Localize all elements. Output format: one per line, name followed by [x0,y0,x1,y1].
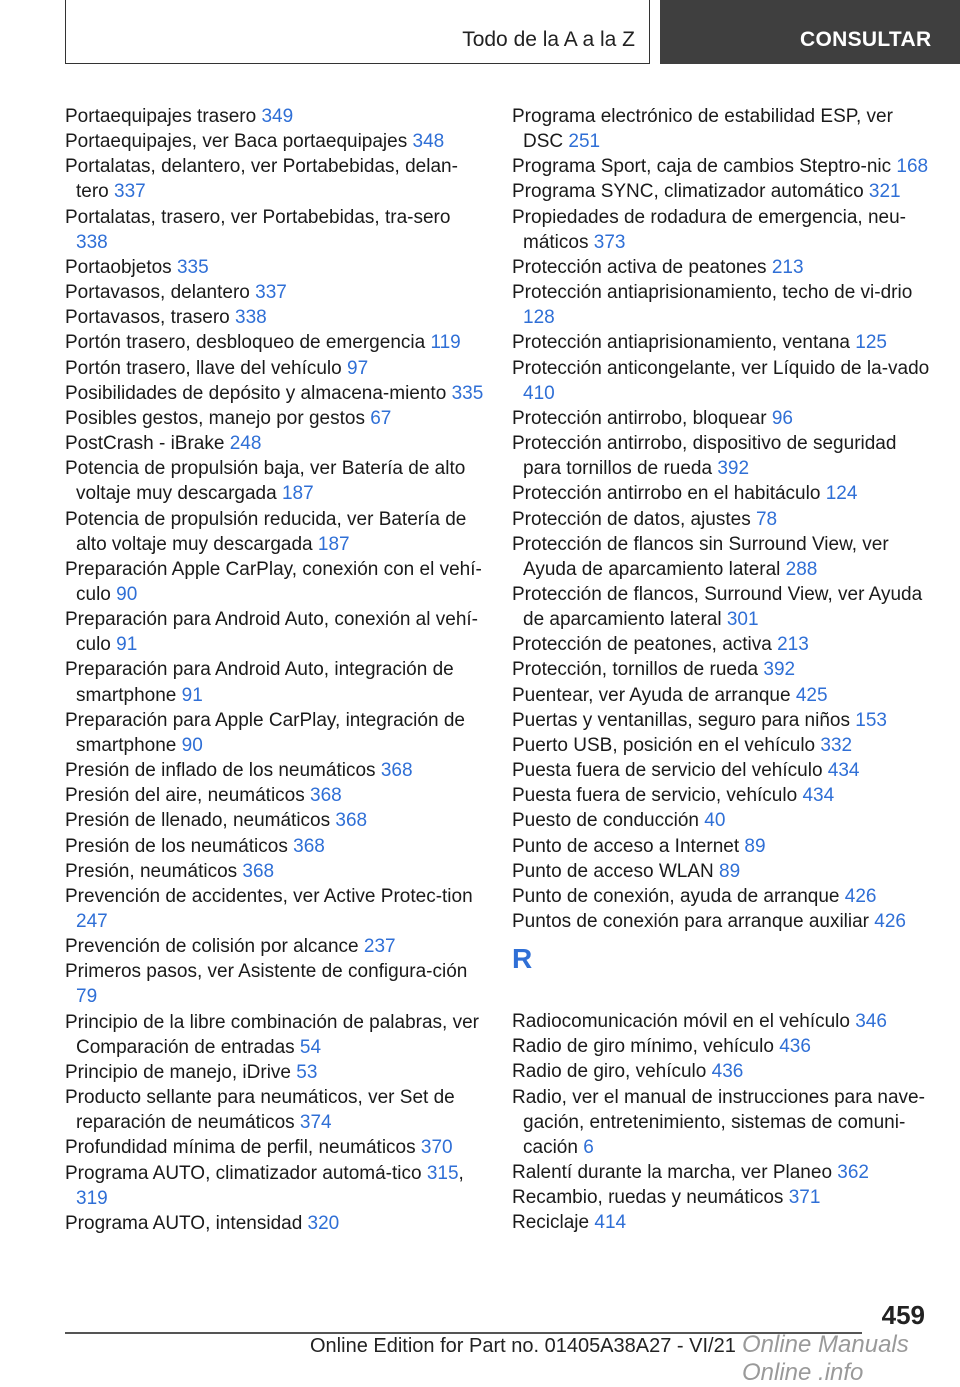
page-link[interactable]: 321 [868,181,901,203]
index-entry-text: Puertas y ventanillas, seguro para niños [512,709,856,731]
index-entry-text: Protección de peatones, activa [512,634,778,656]
page-link[interactable]: 248 [229,433,262,455]
page-link[interactable]: 368 [242,860,275,882]
page-link[interactable]: 425 [795,684,828,706]
index-entry [65,1211,485,1236]
page-link[interactable]: 370 [420,1137,453,1159]
page-link[interactable]: 90 [116,583,138,605]
page-link[interactable]: 91 [181,684,203,706]
index-entry [512,657,932,682]
index-entry [65,1085,485,1135]
index-entry [512,708,932,733]
page-link[interactable]: 414 [594,1212,627,1234]
index-entry-text: Presión del aire, neumáticos [65,785,311,807]
page-link[interactable]: 91 [116,634,138,656]
index-entry-text: Ralentí durante la marcha, ver Planeo [512,1162,838,1184]
page-link[interactable]: 338 [235,307,267,329]
index-entry-text: Protección antiaprisionamiento, ventana [512,332,856,354]
index-entry-text: Radio, ver el manual de instrucciones para nave-gación, entretenimiento, sistemas de comuni-cación [512,1086,925,1158]
index-entry [65,507,485,557]
section-label: Todo de la A a la Z [462,28,635,51]
page-link[interactable]: 348 [412,131,445,153]
page-link[interactable]: 128 [523,307,555,329]
index-entry-text: Protección antirrobo, dispositivo de seguridad para tornillos de rueda [512,433,897,480]
page-link[interactable]: 124 [825,483,858,505]
index-entry-text: Principio de manejo, iDrive [65,1061,297,1083]
page-link[interactable]: 335 [176,256,209,278]
index-entry [512,104,932,154]
index-entry-text: Prevención de accidentes, ver Active Protec-tion [65,885,473,907]
page-link[interactable]: 373 [593,231,626,253]
index-entry-text: Profundidad mínima de perfil, neumáticos [65,1137,421,1159]
page-link[interactable]: 332 [820,734,853,756]
index-entry [512,909,932,934]
page-link[interactable]: 338 [76,231,108,253]
index-entry [512,758,932,783]
index-entry [65,959,485,1009]
page-link[interactable]: 368 [380,760,413,782]
page-link[interactable]: 346 [855,1011,887,1033]
index-entry [65,1010,485,1060]
index-entry [65,834,485,859]
index-entry-text: Protección de datos, ajustes [512,508,756,530]
page-link[interactable]: 187 [281,483,314,505]
index-entry [512,1085,932,1160]
index-entry [512,884,932,909]
index-entry-text: Punto de conexión, ayuda de arranque [512,885,845,907]
index-entry [65,1060,485,1085]
index-entry [65,783,485,808]
index-entry [65,330,485,355]
index-entry-text: Programa electrónico de estabilidad ESP, ver DSC [512,106,893,153]
index-entry-text: Puntos de conexión para arranque auxiliar [512,911,875,932]
index-entry-text: Portavasos, trasero [65,307,236,329]
page-link[interactable]: 434 [827,760,860,782]
index-entry [512,1059,932,1084]
index-entry [65,859,485,884]
index-entry-text: Prevención de colisión por alcance [65,936,364,958]
index-entry [512,632,932,657]
page-link[interactable]: 168 [896,156,929,178]
index-entry [65,129,485,154]
index-entry-text: Presión de llenado, neumáticos [65,810,336,832]
page-link[interactable]: 247 [76,911,108,932]
index-entry-text: Programa SYNC, climatizador automático [512,181,869,203]
index-entry-text: Puesta fuera de servicio del vehículo [512,760,828,782]
index-entry-text: Presión, neumáticos [65,860,243,882]
index-entry-text: Portavasos, delantero [65,282,256,304]
page-link[interactable]: 119 [430,332,461,354]
index-entry-text: Reciclaje [512,1212,595,1234]
page-link[interactable]: 368 [293,835,325,857]
header-section-tab[interactable] [65,0,650,64]
index-entry-text: Protección, tornillos de rueda [512,659,764,681]
index-entry-text: Preparación para Apple CarPlay, integración de smartphone [65,709,465,756]
header-chapter-tab[interactable] [660,0,960,64]
page-link[interactable]: 349 [261,106,294,127]
index-entry [512,1185,932,1210]
index-entry-text: Puesta fuera de servicio, vehículo [512,785,803,807]
index-entry [512,330,932,355]
index-entry [65,884,485,934]
page-link[interactable]: 54 [299,1036,322,1058]
index-entry [65,255,485,280]
index-entry-text: Portaequipajes, ver Baca portaequipajes [65,131,413,153]
index-entry [65,934,485,959]
page-link[interactable]: 53 [296,1061,318,1083]
index-entry [65,1135,485,1160]
index-entry-text: Programa AUTO, intensidad [65,1212,308,1234]
index-entry [65,456,485,506]
index-entry-text: Preparación Apple CarPlay, conexión con el vehí-culo [65,558,482,605]
page-link[interactable]: 213 [777,634,809,656]
watermark: Online Manuals Online .info [742,1331,909,1386]
index-entry [65,305,485,330]
index-entry-text: Protección antiaprisionamiento, techo de vi-drio [512,282,913,304]
index-entry-text: Potencia de propulsión baja, ver Batería de alto voltaje muy descargada [65,458,466,505]
index-entry [65,381,485,406]
index-entry [65,104,485,129]
index-entry-text: Recambio, ruedas y neumáticos [512,1187,789,1209]
index-entry [512,1009,932,1034]
index-entry-text: Puentear, ver Ayuda de arranque [512,684,796,706]
page-link[interactable]: 426 [844,885,877,907]
index-entry-text: Punto de acceso WLAN [512,860,719,882]
page-link[interactable]: 67 [370,407,392,429]
index-entry [65,607,485,657]
index-entry [512,507,932,532]
page-link[interactable]: 251 [568,131,601,153]
page-link[interactable]: 89 [744,835,766,857]
index-entry [512,733,932,758]
page-link[interactable]: 436 [711,1061,744,1083]
index-entry-text: Potencia de propulsión reducida, ver Batería de alto voltaje muy descargada [65,508,467,555]
index-entry-text: Protección de flancos sin Surround View, ver Ayuda de aparcamiento lateral [512,533,889,580]
page-link[interactable]: 90 [181,734,203,756]
index-entry-text: Preparación para Android Auto, integración de smartphone [65,659,454,706]
index-entry-text: Producto sellante para neumáticos, ver Set de reparación de neumáticos [65,1087,455,1134]
index-entry-text: Presión de los neumáticos [65,835,294,857]
index-entry-text: Puesto de conducción [512,810,705,832]
page-link[interactable]: 97 [347,357,369,379]
index-letter-heading: R [512,943,533,975]
index-entry [65,708,485,758]
index-entry [65,808,485,833]
page-link[interactable]: 78 [755,508,778,530]
index-entry [512,1160,932,1185]
index-entry-text: Portaequipajes trasero [65,106,262,127]
page-link[interactable]: 337 [255,282,287,304]
index-entry [65,431,485,456]
index-entry [512,255,932,280]
page-link[interactable]: 410 [523,382,555,404]
page-link[interactable]: 315 [426,1162,459,1184]
index-entry-text: Programa AUTO, climatizador automá-tico [65,1162,427,1184]
page-link[interactable]: 96 [771,407,793,429]
index-entry [65,406,485,431]
index-entry-text: Posibles gestos, manejo por gestos [65,407,371,429]
index-entry [512,683,932,708]
page-link[interactable]: 6 [583,1136,594,1158]
index-entry-text: Portón trasero, llave del vehículo [65,357,347,379]
page-link[interactable]: 40 [704,810,726,832]
page-link[interactable]: 368 [335,810,368,832]
index-entry-text: Presión de inflado de los neumáticos [65,760,381,782]
page-link[interactable]: 187 [317,533,350,555]
index-entry [512,532,932,582]
chapter-label: CONSULTAR [800,28,932,51]
page-link[interactable]: 392 [763,659,796,681]
index-entry [65,205,485,255]
index-entry-text: Protección antirrobo, bloquear [512,407,772,429]
page-link[interactable]: 362 [837,1162,869,1184]
index-entry [512,431,932,481]
index-entry [512,1034,932,1059]
index-entry [65,280,485,305]
page-link[interactable]: 337 [114,181,146,203]
page-link[interactable]: 153 [855,709,887,731]
index-entry [512,1210,932,1235]
index-entry [512,356,932,406]
index-entry [512,783,932,808]
page-link[interactable]: 320 [307,1212,340,1234]
index-entry-text: Punto de acceso a Internet [512,835,745,857]
page-link[interactable]: 125 [855,332,887,354]
page-link[interactable]: 434 [802,785,835,807]
index-entry [65,557,485,607]
index-entry [512,154,932,179]
index-column-left [65,104,485,1236]
index-entry-text: Radio de giro, vehículo [512,1061,712,1083]
index-entry-text: Radio de giro mínimo, vehículo [512,1036,780,1058]
page-link[interactable]: 301 [726,609,759,631]
index-entry-text: Protección anticongelante, ver Líquido de la-vado [512,357,930,379]
page-link[interactable]: 371 [788,1187,821,1209]
index-entry [512,808,932,833]
page-link[interactable]: 426 [874,911,906,932]
index-entry-text: Portaobjetos [65,256,177,278]
index-entry: Programa AUTO, climatizador automá-tico 315, 319 [65,1162,464,1209]
index-entry [65,657,485,707]
page-link[interactable]: 79 [76,986,98,1008]
page-link[interactable]: 436 [779,1036,811,1058]
index-entry [512,280,932,330]
page-link[interactable]: 288 [785,558,818,580]
page-link[interactable]: 392 [717,458,750,480]
index-entry-text: Principio de la libre combinación de palabras, ver Comparación de entradas [65,1011,480,1058]
index-entry [65,758,485,783]
index-entry-text: Posibilidades de depósito y almacena-miento [65,382,452,404]
index-entry-text: Protección de flancos, Surround View, ver Ayuda de aparcamiento lateral [512,583,923,631]
index-entry-text: Primeros pasos, ver Asistente de configura-ción [65,961,468,983]
index-entry-text: Protección activa de peatones [512,256,772,278]
index-entry-text: Propiedades de rodadura de emergencia, neu-máticos [512,206,906,253]
index-entry [512,481,932,506]
page-link[interactable]: 237 [363,936,396,958]
index-entry-text: Preparación para Android Auto, conexión al vehí-culo [65,609,478,656]
index-entry [512,205,932,255]
index-entry-text: Programa Sport, caja de cambios Steptro-nic [512,156,897,178]
index-entry [512,582,932,632]
index-entry [65,356,485,381]
index-entry [512,406,932,431]
index-entry-text: Portalatas, trasero, ver Portabebidas, tra-sero [65,206,451,228]
index-column-right [512,104,932,1236]
edition-text: Online Edition for Part no. 01405A38A27 - VI/21 [310,1335,736,1357]
index-entry [512,859,932,884]
index-entry [512,179,932,204]
page-link[interactable]: 213 [771,256,804,278]
index-entry [512,834,932,859]
page-link[interactable]: 374 [299,1112,332,1134]
page-link[interactable]: 368 [310,785,342,807]
index-entry-text: Portalatas, delantero, ver Portabebidas, delan-tero [65,156,458,203]
page-number: 459 [881,1300,925,1330]
page-link[interactable]: 89 [719,860,741,882]
index-entry-text: Protección antirrobo en el habitáculo [512,483,826,505]
index-entry-text: Radiocomunicación móvil en el vehículo [512,1011,856,1033]
index-entry-text: Puerto USB, posición en el vehículo [512,734,821,756]
index-entry-text: Portón trasero, desbloqueo de emergencia [65,332,431,354]
page-link[interactable]: 335 [451,382,484,404]
index-entry [65,154,485,204]
index-entry-text: PostCrash - iBrake [65,433,230,455]
page-link[interactable]: 319 [76,1187,108,1209]
